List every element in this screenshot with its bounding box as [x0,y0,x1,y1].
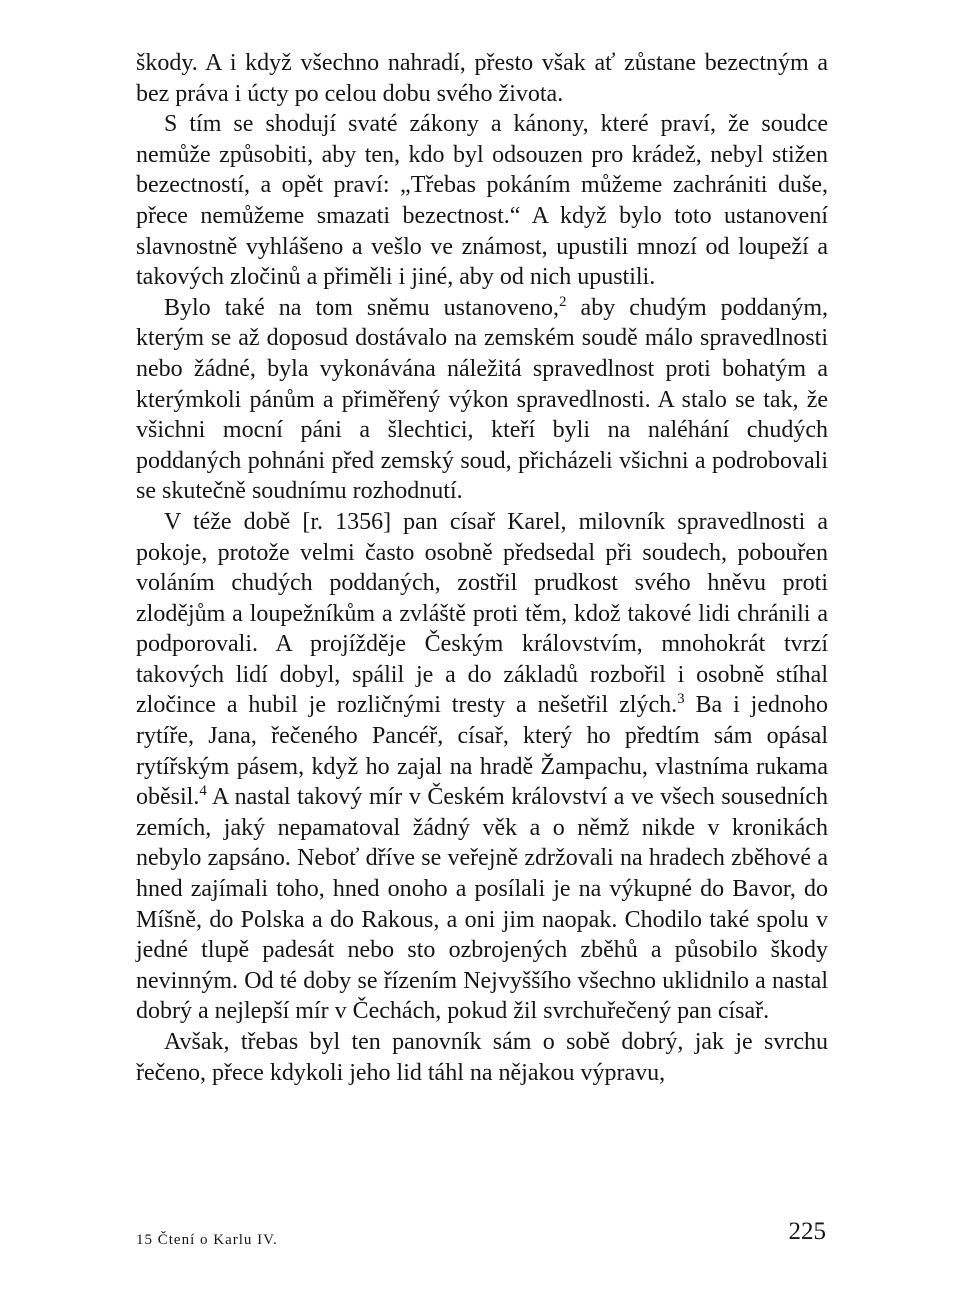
paragraph-text: aby chudým poddaným, kterým se až doposud dostávalo na zemském soudě málo spravedlnosti nebo žádné, byla vykonávána náležitá spravedlnost proti bohatým a kterýmkoli pánům a přiměřený výkon spravedlnosti. A stalo se tak, že všichni mocní páni a šlechtici, kteří byli na naléhání chudých poddaných pohnáni před zemský soud, přicházeli všichni a podrobovali se skutečně soudnímu rozhodnutí. [136,294,828,505]
paragraph-text: V téže době [r. 1356] pan císař Karel, milovník spravedlnosti a pokoje, protože velmi často osobně předsedal při soudech, pobouřen voláním chudých poddaných, zostřil prudkost svého hněvu proti zlodějům a loupežníkům a zvláště proti těm, kdož takové lidi chránili a podporovali. A projížděje Českým královstvím, mnohokrát tvrzí takových lidí dobyl, spálil je a do základů rozbořil i osobně stíhal zločince a hubil je rozličnými tresty a nešetřil zlých. [136,508,828,719]
printer-signature: 15 Čtení o Karlu IV. [136,1232,278,1248]
paragraph [136,507,828,1027]
page-number: 225 [788,1218,826,1245]
paragraph-text: Bylo také na tom sněmu ustanoveno, [164,294,559,321]
paragraph [136,1027,828,1088]
body-text [136,48,828,1088]
paragraph-text: škody. A i když všechno nahradí, přesto však ať zůstane bezectným a bez práva i úcty po celou dobu svého života. [136,50,828,107]
page-footer [136,1218,828,1258]
paragraph-text: Ba i jednoho rytíře, Jana, řečeného Pancéř, císař, který ho předtím sám opásal rytířským pásem, když ho zajal na hradě Žampachu, vlastníma rukama oběsil. [136,692,828,811]
paragraph [136,109,828,293]
paragraph-text: Avšak, třebas byl ten panovník sám o sobě dobrý, jak je svrchu řečeno, přece kdykoli jeho lid táhl na nějakou výpravu, [136,1029,828,1086]
footnote-marker: 2 [558,293,567,310]
paragraph [136,48,828,109]
paragraph [136,293,828,507]
footnote-marker: 3 [677,691,685,708]
paragraph-text: S tím se shodují svaté zákony a kánony, které praví, že soudce nemůže způsobiti, aby ten, kdo byl odsouzen pro krádež, nebyl stižen bezectností, a opět praví: „Třebas pokáním můžeme zachrániti duše, přece nemůžeme smazati bezectnost.“ A když bylo toto ustanovení slavnostně vyhlášeno a vešlo ve známost, upustili mnozí od loupeží a takových zločinů a přiměli i jiné, aby od nich upustili. [136,111,828,291]
footnote-marker: 4 [199,783,207,800]
paragraph-text: A nastal takový mír v Českém království a ve všech sousedních zemích, jaký nepamatoval žádný věk a o němž nikde v kronikách nebylo zapsáno. Neboť dříve se veřejně zdržovali na hradech zběhové a hned zajímali toho, hned onoho a posílali je na výkupné do Bavor, do Míšně, do Polska a do Rakous, a oni jim naopak. Chodilo také spolu v jedné tlupě padesát nebo sto ozbrojených zběhů a působilo škody nevinným. Od té doby se řízením Nejvyššího všechno uklidnilo a nastal dobrý a nejlepší mír v Čechách, pokud žil svrchuřečený pan císař. [136,784,828,1025]
